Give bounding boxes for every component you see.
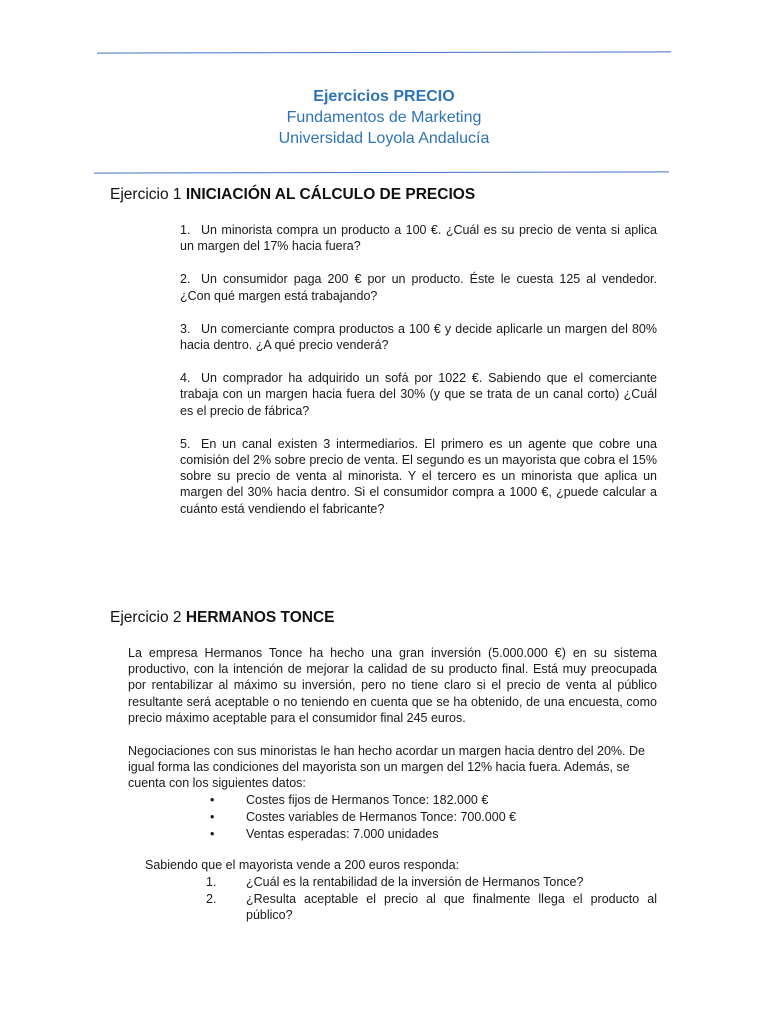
header-bottom-rule	[94, 171, 669, 173]
item-number: 1.	[180, 223, 191, 237]
header-top-rule	[97, 51, 671, 53]
list-item	[180, 370, 657, 419]
bullet-text: Costes fijos de Hermanos Tonce: 182.000 €	[246, 793, 489, 807]
university-name: Universidad Loyola Andalucía	[278, 130, 490, 147]
list-item	[180, 271, 657, 303]
bullet-text: Ventas esperadas: 7.000 unidades	[246, 827, 439, 841]
list-item	[207, 809, 516, 826]
exercise-1-list	[180, 222, 657, 534]
item-text: Un minorista compra un producto a 100 €. ¿Cuál es su precio de venta si aplica un margen del 17% hacia fuera?	[180, 223, 657, 254]
question-text: ¿Cuál es la rentabilidad de la inversión de Hermanos Tonce?	[246, 875, 584, 889]
question-number: 1.	[206, 875, 217, 889]
list-item	[206, 874, 657, 891]
bullet-icon: •	[210, 827, 215, 841]
questions-list	[206, 874, 657, 924]
exercise-2-prefix: Ejercicio 2	[110, 609, 182, 626]
list-item	[180, 321, 657, 353]
exercise-2-intro-paragraph: La empresa Hermanos Tonce ha hecho una gran inversión (5.000.000 €) en su sistema productivo, con la intención de mejorar la calidad de su producto final. Está muy preocupada por rentabilizar al máximo su inversión, pero no tiene claro si el precio de venta al público resultante será aceptable o no teniendo en cuenta que se ha obtenido, de una encuesta, como precio máximo aceptable para el consumidor final 245 euros.	[128, 646, 657, 725]
item-number: 3.	[180, 321, 191, 336]
exercise-2-name: HERMANOS TONCE	[185, 609, 335, 626]
item-number: 5.	[180, 436, 191, 451]
list-item	[206, 891, 657, 924]
item-text: Un comerciante compra productos a 100 € y decide aplicarle un margen del 80% hacia dentro. ¿A qué precio venderá?	[180, 321, 657, 353]
list-item	[180, 222, 657, 254]
course-name: Fundamentos de Marketing	[286, 109, 482, 126]
question-number: 2.	[206, 891, 217, 906]
questions-intro: Sabiendo que el mayorista vende a 200 euros responda:	[145, 858, 460, 872]
exercise-2-data-paragraph: Negociaciones con sus minoristas le han hecho acordar un margen hacia dentro del 20%. De igual forma las condiciones del mayorista son un margen del 12% hacia fuera. Además, se cuenta con los siguientes datos:	[128, 744, 645, 791]
bullet-text: Costes variables de Hermanos Tonce: 700.000 €	[246, 810, 517, 824]
question-text: ¿Resulta aceptable el precio al que finalmente llega el producto al público?	[246, 891, 657, 922]
bullet-icon: •	[210, 810, 215, 824]
document-header	[0, 86, 768, 149]
item-text: Un consumidor paga 200 € por un producto. Éste le cuesta 125 al vendedor. ¿Con qué margen está trabajando?	[180, 272, 657, 303]
list-item	[180, 436, 657, 517]
item-text: En un canal existen 3 intermediarios. El primero es un agente que cobre una comisión del 2% sobre precio de venta. El segundo es un mayorista que cobra el 15% sobre su precio de venta al minorista. Y el tercero es un minorista que aplica un margen del 30% hacia dentro. Si el consumidor compra a 1000 €, ¿puede calcular a cuánto está vendiendo el fabricante?	[180, 436, 657, 516]
exercise-1-name: INICIACIÓN AL CÁLCULO DE PRECIOS	[185, 186, 476, 203]
item-text: Un comprador ha adquirido un sofá por 1022 €. Sabiendo que el comerciante trabaja con un margen hacia fuera del 30% (y que se trata de un canal corto) ¿Cuál es el precio de fábrica?	[180, 371, 657, 418]
list-item	[207, 792, 516, 809]
exercise-2-heading	[110, 609, 335, 627]
exercise-1-heading	[110, 186, 475, 204]
data-bullet-list	[207, 792, 516, 843]
list-item	[207, 826, 516, 843]
exercise-1-prefix: Ejercicio 1	[110, 186, 182, 203]
bullet-icon: •	[210, 793, 215, 807]
item-number: 4.	[180, 371, 191, 386]
item-number: 2.	[180, 272, 191, 287]
document-title: Ejercicios PRECIO	[313, 88, 455, 105]
